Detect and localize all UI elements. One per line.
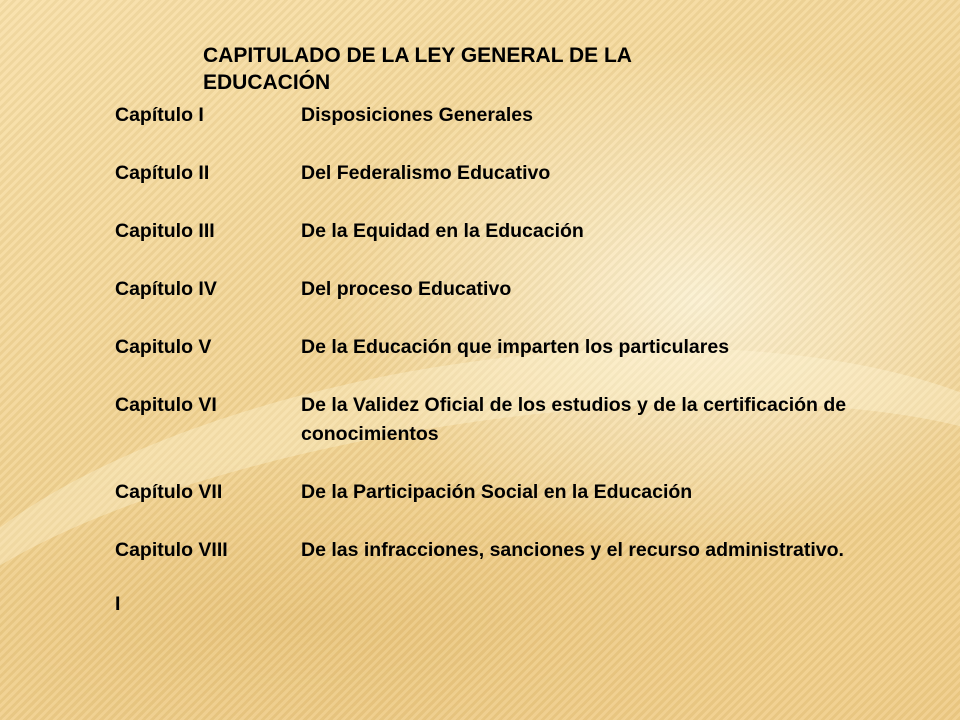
chapter-number: Capítulo IV bbox=[115, 278, 217, 300]
chapter-name: De la Validez Oficial de los estudios y de la certificación de conocimientos bbox=[301, 394, 847, 445]
chapter-name: De la Participación Social en la Educación bbox=[301, 481, 693, 503]
chapter-number: Capitulo VI bbox=[115, 394, 217, 416]
chapter-row bbox=[115, 391, 875, 449]
chapter-number: Capítulo II bbox=[115, 162, 210, 184]
chapter-row bbox=[115, 536, 875, 565]
chapter-name: Del proceso Educativo bbox=[301, 278, 512, 300]
chapter-row bbox=[115, 159, 875, 188]
chapter-number: Capitulo V bbox=[115, 336, 212, 358]
chapter-row bbox=[115, 333, 875, 362]
chapter-number: Capitulo III bbox=[115, 220, 215, 242]
chapter-list bbox=[115, 101, 875, 594]
trailing-text: I bbox=[115, 593, 121, 615]
chapter-row bbox=[115, 275, 875, 304]
chapter-name: Disposiciones Generales bbox=[301, 104, 533, 126]
slide-title: CAPITULADO DE LA LEY GENERAL DE LA EDUCACIÓN bbox=[203, 44, 632, 94]
chapter-row bbox=[115, 101, 875, 130]
chapter-number: Capítulo VII bbox=[115, 481, 223, 503]
chapter-row bbox=[115, 478, 875, 507]
chapter-number: Capítulo I bbox=[115, 104, 204, 126]
chapter-name: Del Federalismo Educativo bbox=[301, 162, 551, 184]
chapter-name: De las infracciones, sanciones y el recurso administrativo. bbox=[301, 539, 844, 561]
chapter-number: Capitulo VIII bbox=[115, 539, 228, 561]
chapter-name: De la Educación que imparten los particulares bbox=[301, 336, 730, 358]
chapter-row bbox=[115, 217, 875, 246]
chapter-name: De la Equidad en la Educación bbox=[301, 220, 584, 242]
